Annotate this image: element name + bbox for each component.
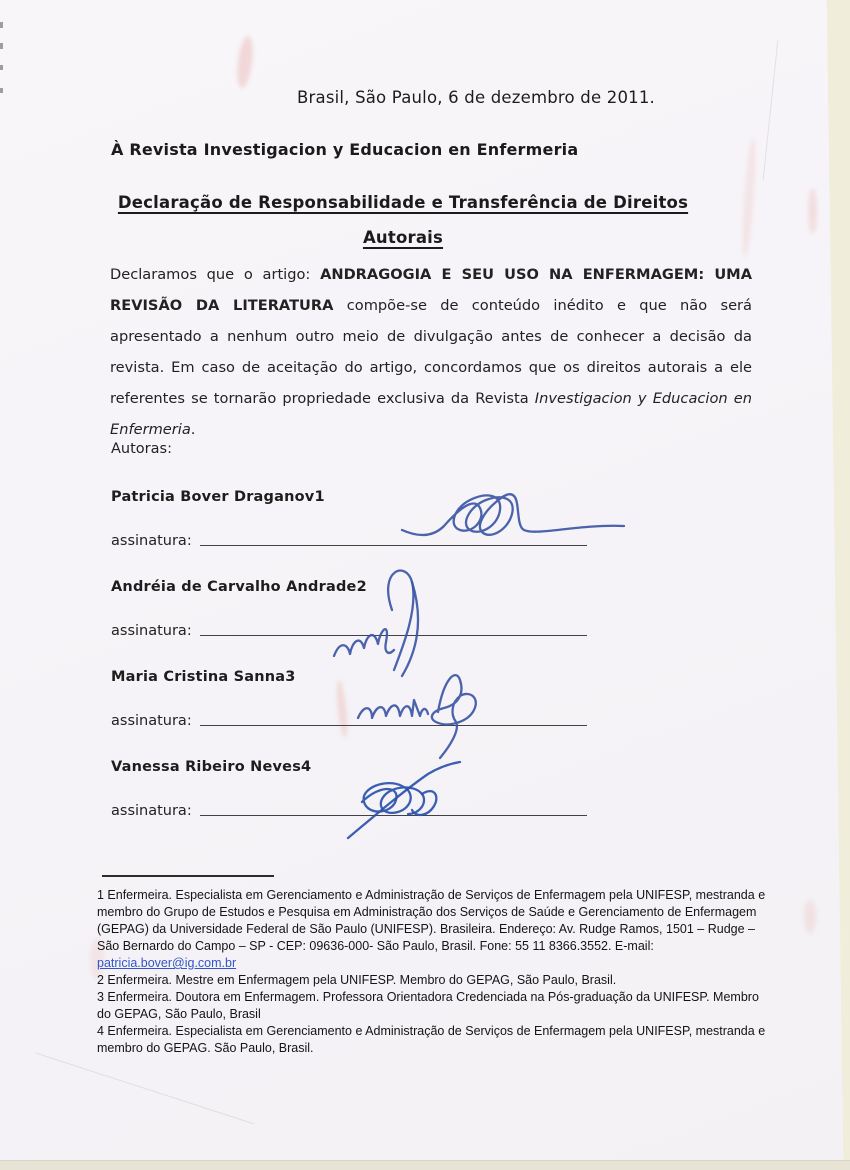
footnote-3: 3 Enfermeira. Doutora em Enfermagem. Professora Orientadora Credenciada na Pós-graduação da UNIFESP. Membro do GEPAG, São Paulo, Brasil	[97, 990, 759, 1021]
author-name-1: Patricia Bover Draganov1	[111, 489, 325, 505]
paper-crease	[35, 1052, 254, 1124]
journal-name: Investigacion y Educacion en Enfermeria	[110, 390, 752, 438]
signature-line	[200, 544, 587, 546]
paragraph-intro: Declaramos que o artigo:	[110, 266, 321, 283]
footnotes-block	[97, 887, 767, 1057]
scanner-edge-right	[823, 0, 850, 1170]
signature-label: assinatura:	[111, 713, 192, 729]
paragraph-middle: compõe-se de conteúdo inédito e que não será apresentado a nenhum outro meio de divulgação antes de conhecer a decisão da revista. Em caso de aceitação do artigo, concordamos que os direitos autorais a ele referentes se tornarão propriedade exclusiva da Revista	[110, 297, 752, 407]
signature-row-3	[111, 713, 587, 729]
signature-label: assinatura:	[111, 803, 192, 819]
scanner-edge-bottom	[0, 1160, 850, 1170]
signature-row-2	[111, 623, 587, 639]
handwritten-signature-4-icon	[342, 756, 482, 841]
footnote-4: 4 Enfermeira. Especialista em Gerenciamento e Administração de Serviços de Enfermagem pela UNIFESP, mestranda e membro do GEPAG. São Paulo, Brasil.	[97, 1024, 766, 1055]
recipient-line: À Revista Investigacion y Educacion en Enfermeria	[111, 140, 579, 159]
ink-smudge	[804, 900, 816, 934]
signature-line	[200, 814, 587, 816]
signature-line	[200, 724, 587, 726]
scan-edge-mark	[0, 22, 3, 28]
ink-smudge	[335, 680, 349, 739]
document-title: Declaração de Responsabilidade e Transferência de Direitos Autorais	[117, 193, 689, 247]
ink-smudge	[740, 136, 758, 258]
author-name-4: Vanessa Ribeiro Neves4	[111, 759, 312, 775]
paper-crease	[763, 40, 779, 179]
signature-label: assinatura:	[111, 533, 192, 549]
signature-label: assinatura:	[111, 623, 192, 639]
footnote-1-text: 1 Enfermeira. Especialista em Gerenciamento e Administração de Serviços de Enfermagem pela UNIFESP, mestranda e membro do Grupo de Estudos e Pesquisa em Administração dos Serviços de Saúde e Gerenciamento de Enfermagem (GEPAG) da Universidade Federal de São Paulo (UNIFESP). Brasileira. Endereço: Av. Rudge Ramos, 1501 – Rudge – São Bernardo do Campo – SP - CEP: 09636-000- São Paulo, Brasil. Fone: 55 11 8366.3552. E-mail:	[97, 888, 766, 953]
footnote-2: 2 Enfermeira. Mestre em Enfermagem pela UNIFESP. Membro do GEPAG, São Paulo, Brasil.	[97, 973, 617, 987]
paragraph-closing: .	[190, 421, 196, 438]
ink-smudge	[235, 35, 255, 88]
declaration-paragraph	[110, 259, 752, 445]
author-name-3: Maria Cristina Sanna3	[111, 669, 296, 685]
footnote-1	[97, 887, 767, 972]
signature-row-4	[111, 803, 587, 819]
scan-edge-mark	[0, 88, 3, 93]
scan-edge-mark	[0, 65, 3, 70]
footnote-separator-rule	[102, 875, 274, 877]
scan-edge-mark	[0, 43, 3, 49]
signature-row-1	[111, 533, 587, 549]
article-title: ANDRAGOGIA E SEU USO NA ENFERMAGEM: UMA REVISÃO DA LITERATURA	[110, 266, 752, 314]
footnote-email-link[interactable]: patricia.bover@ig.com.br	[97, 956, 237, 970]
date-line: Brasil, São Paulo, 6 de dezembro de 2011.	[297, 88, 656, 107]
signature-line	[200, 634, 587, 636]
authors-label: Autoras:	[111, 441, 172, 457]
ink-smudge	[808, 188, 817, 234]
handwritten-signature-2-icon	[328, 558, 438, 680]
author-name-2: Andréia de Carvalho Andrade2	[111, 579, 367, 595]
